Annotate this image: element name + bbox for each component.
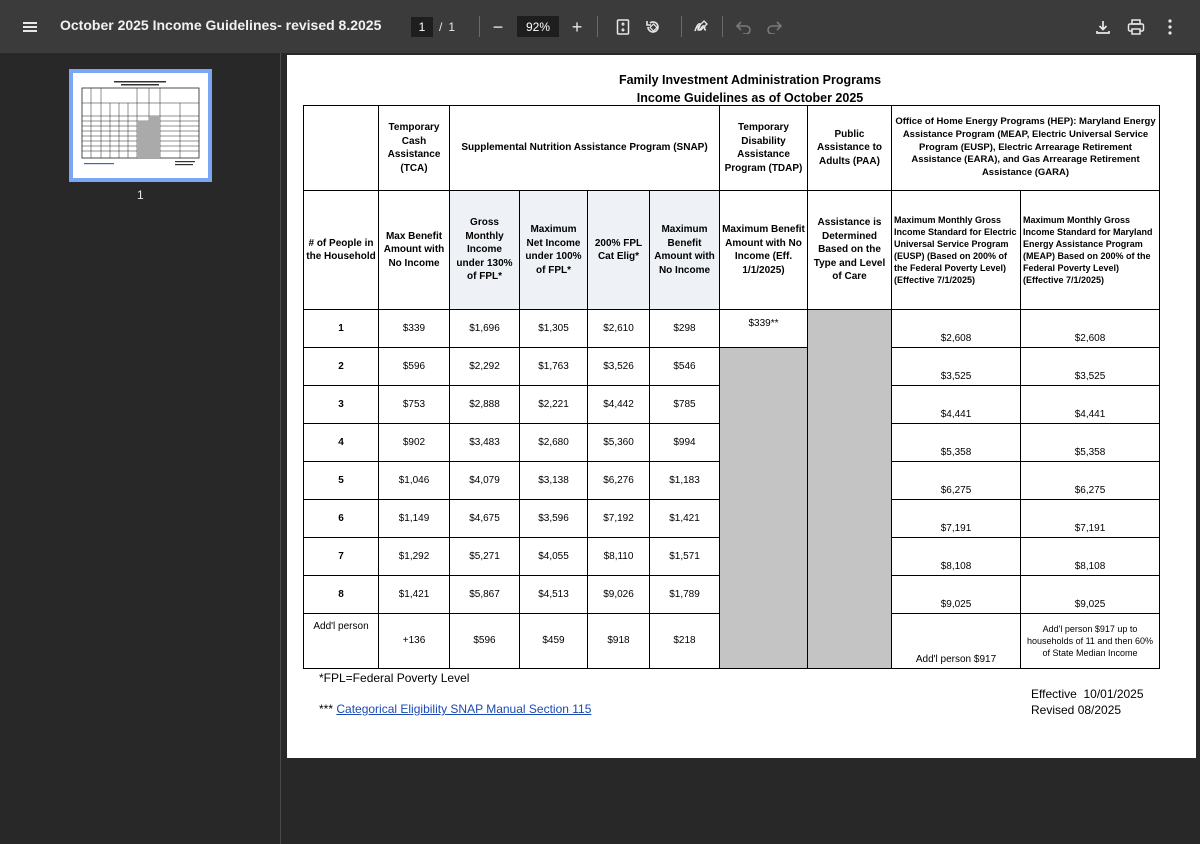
rotate-icon[interactable]	[640, 14, 666, 40]
people-cell: 1	[304, 310, 379, 348]
fpl-footnote: *FPL=Federal Poverty Level	[319, 671, 470, 685]
fpl200-cell: $8,110	[588, 538, 650, 576]
people-cell: 6	[304, 500, 379, 538]
document-heading-line2: Income Guidelines as of October 2025	[636, 91, 864, 105]
people-cell: 4	[304, 424, 379, 462]
eusp-cell: $2,608	[892, 310, 1021, 348]
eusp-cell: $3,525	[892, 348, 1021, 386]
fpl200-cell: $7,192	[588, 500, 650, 538]
zoom-out-icon[interactable]: −	[492, 16, 504, 37]
people-cell: 5	[304, 462, 379, 500]
people-cell: 3	[304, 386, 379, 424]
eusp-cell: $8,108	[892, 538, 1021, 576]
heap-program-header: Office of Home Energy Programs (HEP): Maryland Energy Assistance Program (MEAP, Electric Universal Service Program (EUSP), Electric Arrearage Retirement Assistance (EARA), and Gas Arrearage Retirement Assistance (GARA)	[892, 106, 1160, 191]
net-cell: $1,305	[520, 310, 588, 348]
effective-dates	[1031, 686, 1144, 718]
fpl200-cell: $3,526	[588, 348, 650, 386]
eusp-cell: $4,441	[892, 386, 1021, 424]
net-cell: $2,680	[520, 424, 588, 462]
toolbar-divider	[597, 16, 598, 37]
people-cell: 8	[304, 576, 379, 614]
toolbar-divider	[479, 16, 480, 37]
snap-max-cell: $546	[650, 348, 720, 386]
revised-date: Revised 08/2025	[1031, 703, 1122, 717]
meap-cell: $9,025	[1021, 576, 1160, 614]
people-cell: 7	[304, 538, 379, 576]
net-cell: $4,055	[520, 538, 588, 576]
undo-icon[interactable]	[731, 14, 757, 40]
tca-cell: $1,149	[379, 500, 450, 538]
tca-cell: $1,046	[379, 462, 450, 500]
income-guidelines-table	[303, 105, 1160, 669]
thumbnail-page-number: 1	[137, 188, 144, 202]
snap-max-cell: $218	[650, 614, 720, 669]
redo-icon[interactable]	[761, 14, 787, 40]
effective-date: Effective 10/01/2025	[1031, 687, 1144, 701]
gross-cell: $5,271	[450, 538, 520, 576]
print-icon[interactable]	[1123, 14, 1149, 40]
fpl200-cell: $2,610	[588, 310, 650, 348]
snap-max-cell: $785	[650, 386, 720, 424]
gross-cell: $2,888	[450, 386, 520, 424]
eusp-cell: $7,191	[892, 500, 1021, 538]
tca-cell: $753	[379, 386, 450, 424]
tdap-program-header: Temporary Disability Assistance Program (TDAP)	[720, 106, 808, 191]
program-header-row	[304, 106, 1160, 191]
thumbnail-preview	[79, 79, 202, 172]
snap-max-cell: $994	[650, 424, 720, 462]
document-heading-line1: Family Investment Administration Programs	[618, 73, 882, 87]
snap-max-cell: $1,571	[650, 538, 720, 576]
eusp-cell: $5,358	[892, 424, 1021, 462]
tca-program-header: Temporary Cash Assistance (TCA)	[379, 106, 450, 191]
snap-manual-link[interactable]: Categorical Eligibility SNAP Manual Section 115	[336, 702, 592, 716]
footnote-marker: ***	[319, 702, 334, 716]
paa-column-header: Assistance is Determined Based on the Type and Level of Care	[808, 191, 892, 310]
document-page	[287, 55, 1196, 758]
meap-column-header: Maximum Monthly Gross Income Standard for Maryland Energy Assistance Program (MEAP) Based on 200% of the Federal Poverty Level) (Effective 7/1/2025)	[1021, 191, 1160, 310]
viewer-toolbar	[0, 0, 1200, 53]
snap-max-cell: $1,789	[650, 576, 720, 614]
eusp-cell: Add'l person $917	[892, 614, 1021, 669]
fpl200-cell: $6,276	[588, 462, 650, 500]
gross-cell: $4,675	[450, 500, 520, 538]
eusp-cell: $6,275	[892, 462, 1021, 500]
snap-max-cell: $1,183	[650, 462, 720, 500]
page-total: 1	[448, 19, 456, 34]
document-title: October 2025 Income Guidelines- revised 8.2025	[60, 17, 382, 33]
meap-cell: $6,275	[1021, 462, 1160, 500]
download-icon[interactable]	[1090, 14, 1116, 40]
gross-income-column-header: Gross Monthly Income under 130% of FPL*	[450, 191, 520, 310]
eusp-cell: $9,025	[892, 576, 1021, 614]
page-separator: /	[439, 19, 443, 34]
snap-max-cell: $1,421	[650, 500, 720, 538]
gross-cell: $5,867	[450, 576, 520, 614]
toolbar-divider	[681, 16, 682, 37]
meap-cell: $2,608	[1021, 310, 1160, 348]
gross-cell: $596	[450, 614, 520, 669]
zoom-in-icon[interactable]: +	[571, 16, 583, 37]
tca-cell: +136	[379, 614, 450, 669]
zoom-level-input[interactable]	[517, 16, 559, 37]
tca-max-column-header: Max Benefit Amount with No Income	[379, 191, 450, 310]
gross-cell: $2,292	[450, 348, 520, 386]
meap-cell: $7,191	[1021, 500, 1160, 538]
fpl200-cell: $5,360	[588, 424, 650, 462]
net-cell: $2,221	[520, 386, 588, 424]
net-cell: $3,596	[520, 500, 588, 538]
people-cell: 2	[304, 348, 379, 386]
net-income-column-header: Maximum Net Income under 100% of FPL*	[520, 191, 588, 310]
column-header-row	[304, 191, 1160, 310]
tca-cell: $1,421	[379, 576, 450, 614]
table-row	[304, 348, 1160, 386]
tca-cell: $339	[379, 310, 450, 348]
tca-cell: $902	[379, 424, 450, 462]
gross-cell: $3,483	[450, 424, 520, 462]
more-options-icon[interactable]	[1157, 14, 1183, 40]
snap-max-cell: $298	[650, 310, 720, 348]
people-cell: Add'l person	[304, 614, 379, 669]
tca-cell: $596	[379, 348, 450, 386]
net-cell: $3,138	[520, 462, 588, 500]
fpl200-cell: $4,442	[588, 386, 650, 424]
toolbar-divider	[722, 16, 723, 37]
net-cell: $459	[520, 614, 588, 669]
paa-program-header: Public Assistance to Adults (PAA)	[808, 106, 892, 191]
fpl200-cell: $918	[588, 614, 650, 669]
fpl200-column-header: 200% FPL Cat Elig*	[588, 191, 650, 310]
fit-page-icon[interactable]	[610, 14, 636, 40]
net-cell: $4,513	[520, 576, 588, 614]
table-row	[304, 310, 1160, 348]
snap-manual-footnote	[319, 702, 591, 716]
meap-cell: $8,108	[1021, 538, 1160, 576]
snap-max-column-header: Maximum Benefit Amount with No Income	[650, 191, 720, 310]
fpl200-cell: $9,026	[588, 576, 650, 614]
meap-cell: $3,525	[1021, 348, 1160, 386]
gross-cell: $1,696	[450, 310, 520, 348]
page-number-input[interactable]	[411, 17, 433, 37]
meap-cell: $4,441	[1021, 386, 1160, 424]
page-selector	[411, 16, 455, 37]
tdap-max-column-header: Maximum Benefit Amount with No Income (Eff. 1/1/2025)	[720, 191, 808, 310]
annotate-icon[interactable]	[688, 14, 714, 40]
meap-cell: Add'l person $917 up to households of 11 and then 60% of State Median Income	[1021, 614, 1160, 669]
snap-program-header: Supplemental Nutrition Assistance Program (SNAP)	[450, 106, 720, 191]
net-cell: $1,763	[520, 348, 588, 386]
paa-shaded-cell	[808, 310, 892, 669]
gross-cell: $4,079	[450, 462, 520, 500]
tca-cell: $1,292	[379, 538, 450, 576]
tdap-cell: $339**	[720, 310, 808, 348]
eusp-column-header: Maximum Monthly Gross Income Standard for Electric Universal Service Program (EUSP) (Based on 200% of the Federal Poverty Level) (Effective 7/1/2025)	[892, 191, 1021, 310]
meap-cell: $5,358	[1021, 424, 1160, 462]
tdap-shaded-cell	[720, 348, 808, 669]
blank-header-cell	[304, 106, 379, 191]
people-column-header: # of People in the Household	[304, 191, 379, 310]
menu-icon[interactable]	[18, 15, 42, 39]
page-thumbnail[interactable]	[69, 69, 212, 182]
thumbnail-sidebar	[0, 53, 281, 844]
